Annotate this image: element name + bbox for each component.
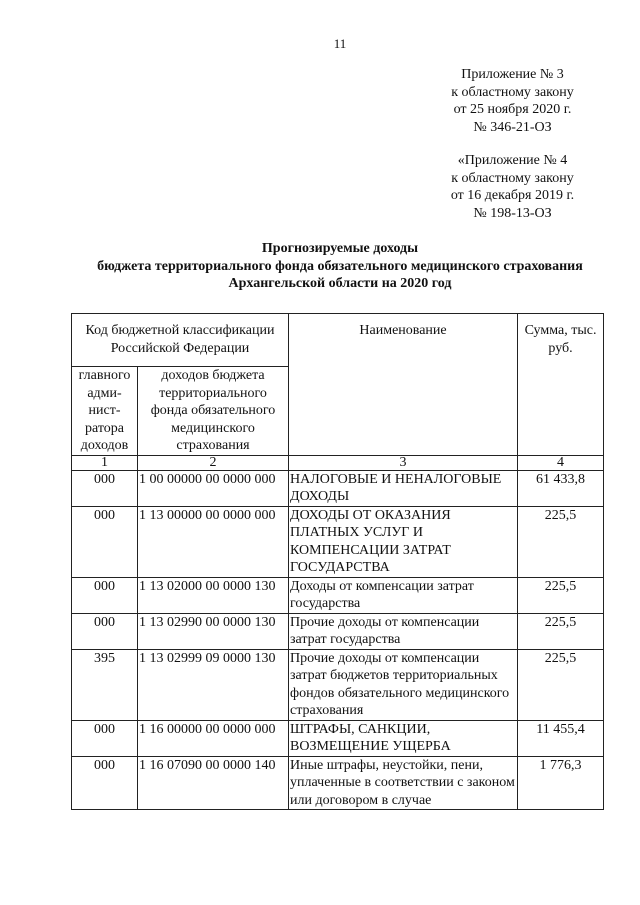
page-number: 11 (333, 36, 347, 51)
sum-cell: 225,5 (518, 577, 604, 613)
table-row (72, 649, 604, 720)
appendix-header (440, 66, 585, 136)
table-row (72, 720, 604, 756)
appendix-line: к областному закону (451, 84, 574, 100)
table-row (72, 756, 604, 810)
table-header-row (72, 314, 604, 367)
income-code-cell: 1 00 00000 00 0000 000 (138, 470, 289, 506)
table-row (72, 470, 604, 506)
column-number: 3 (289, 455, 518, 470)
sum-cell: 1 776,3 (518, 756, 604, 810)
appendix-line: от 16 декабря 2019 г. (450, 188, 575, 203)
admin-code-cell: 395 (72, 649, 138, 720)
title-line: Прогнозируемые доходы (261, 241, 419, 256)
admin-code-cell: 000 (72, 756, 138, 810)
header-code-group: Код бюджетной классификации Российской Федерации (72, 314, 289, 367)
income-name-cell: Прочие доходы от компенсации затрат государства (289, 613, 518, 649)
income-name-cell: ДОХОДЫ ОТ ОКАЗАНИЯ ПЛАТНЫХ УСЛУГ И КОМПЕНСАЦИИ ЗАТРАТ ГОСУДАРСТВА (289, 506, 518, 577)
income-code-cell: 1 13 02000 00 0000 130 (138, 577, 289, 613)
appendix-line: «Приложение № 4 (457, 153, 568, 168)
sum-cell: 11 455,4 (518, 720, 604, 756)
appendix-line: Приложение № 3 (461, 67, 564, 82)
document-title (60, 240, 620, 293)
admin-code-cell: 000 (72, 577, 138, 613)
income-code-cell: 1 13 02990 00 0000 130 (138, 613, 289, 649)
admin-code-cell: 000 (72, 613, 138, 649)
income-table (71, 313, 604, 810)
appendix-line: № 198-13-ОЗ (473, 205, 552, 221)
admin-code-cell: 000 (72, 720, 138, 756)
sum-cell: 225,5 (518, 613, 604, 649)
income-name-cell: Иные штрафы, неустойки, пени, уплаченные в соответствии с законом или договором в случае (289, 756, 518, 810)
income-code-cell: 1 16 00000 00 0000 000 (138, 720, 289, 756)
admin-code-cell: 000 (72, 506, 138, 577)
admin-code-cell: 000 (72, 470, 138, 506)
column-number: 2 (138, 455, 289, 470)
appendix-line: от 25 ноября 2020 г. (453, 102, 572, 117)
header-sum: Сумма, тыс. руб. (518, 314, 604, 456)
title-line: бюджета территориального фонда обязательного медицинского страхования (97, 258, 583, 274)
column-number: 4 (518, 455, 604, 470)
title-line: Архангельской области на 2020 год (228, 276, 452, 291)
sum-cell: 61 433,8 (518, 470, 604, 506)
appendix-line: к областному закону (451, 170, 574, 186)
income-code-cell: 1 13 02999 09 0000 130 (138, 649, 289, 720)
table-row (72, 506, 604, 577)
sum-cell: 225,5 (518, 506, 604, 577)
table-row (72, 613, 604, 649)
income-code-cell: 1 13 00000 00 0000 000 (138, 506, 289, 577)
income-name-cell: Прочие доходы от компенсации затрат бюджетов территориальных фондов обязательного медицинского страхования (289, 649, 518, 720)
income-name-cell: Доходы от компенсации затрат государства (289, 577, 518, 613)
sum-cell: 225,5 (518, 649, 604, 720)
income-code-cell: 1 16 07090 00 0000 140 (138, 756, 289, 810)
header-name: Наименование (289, 314, 518, 456)
appendix-amended (440, 152, 585, 222)
table-row (72, 577, 604, 613)
column-number-row (72, 455, 604, 470)
column-number: 1 (72, 455, 138, 470)
income-name-cell: НАЛОГОВЫЕ И НЕНАЛОГОВЫЕ ДОХОДЫ (289, 470, 518, 506)
income-name-cell: ШТРАФЫ, САНКЦИИ, ВОЗМЕЩЕНИЕ УЩЕРБА (289, 720, 518, 756)
header-admin: главного адми-нист-ратора доходов (72, 367, 138, 456)
header-income-code: доходов бюджета территориального фонда обязательного медицинского страхования (138, 367, 289, 456)
appendix-line: № 346-21-ОЗ (473, 119, 552, 135)
